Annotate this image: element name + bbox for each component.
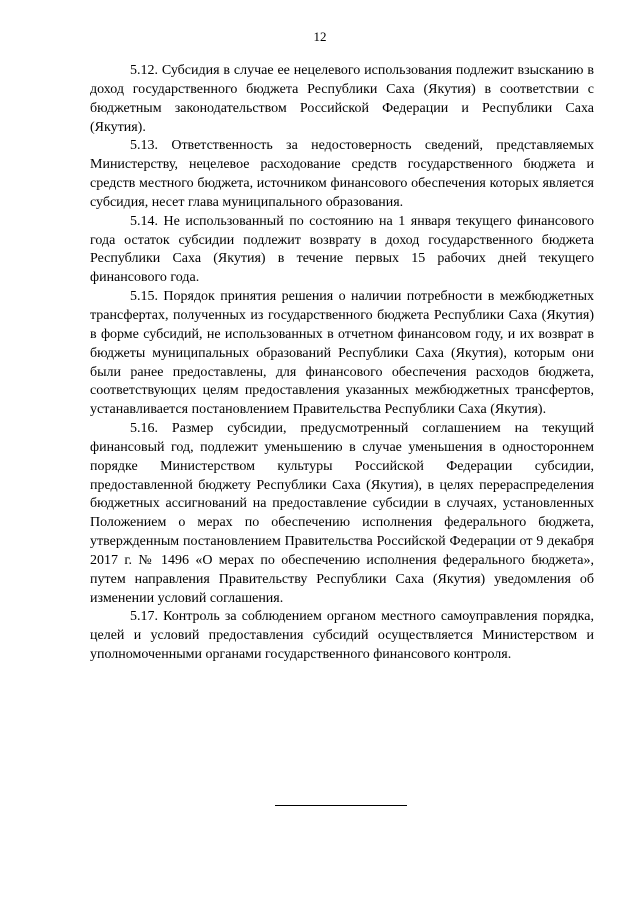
clause-number: 5.15. <box>130 289 158 305</box>
clause-number: 5.12. <box>130 63 158 78</box>
clause-number: 5.17. <box>130 609 158 625</box>
paragraph-5-13 <box>90 137 594 212</box>
paragraph-5-16 <box>90 420 594 608</box>
clause-number: 5.14. <box>130 213 158 229</box>
clause-number: 5.13. <box>130 138 158 154</box>
clause-number: 5.16. <box>130 421 158 437</box>
paragraph-5-15 <box>90 288 594 420</box>
clause-text: Размер субсидии, предусмотренный соглашением на текущий финансовый год, подлежит уменьшению в случае уменьшения в одностороннем порядке Министерством культуры Российской Федерации субсидии, предоставленной бюджету Республики Саха (Якутия), в целях перераспределения бюджетных ассигнований на предоставление субсидии в случаях, установленных Положением о мерах по обеспечению исполнения федерального бюджета, утвержденным постановлением Правительства Российской Федерации от 9 декабря 2017 г. № 1496 «О мерах по обеспечению исполнения федерального бюджета», путем направления Правительству Республики Саха (Якутия) уведомления об изменении условий соглашения. <box>90 421 594 606</box>
clause-text: Контроль за соблюдением органом местного самоуправления порядка, целей и условий предоставления субсидий осуществляется Министерством и уполномоченными органами государственного финансового контроля. <box>90 609 594 663</box>
paragraph-5-12 <box>90 62 594 137</box>
clause-text: Ответственность за недостоверность сведений, представляемых Министерству, нецелевое расходование средств государственного бюджета и средств местного бюджета, источником финансового обеспечения которых является субсидия, несет глава муниципального образования. <box>90 138 594 210</box>
clause-text: Не использованный по состоянию на 1 января текущего финансового года остаток субсидии подлежит возврату в доход государственного бюджета Республики Саха (Якутия) в течение первых 15 рабочих дней текущего финансового года. <box>90 213 594 286</box>
paragraph-5-17 <box>90 608 594 665</box>
clause-text: Порядок принятия решения о наличии потребности в межбюджетных трансфертах, полученных из государственного бюджета Республики Саха (Якутия) в форме субсидий, не использованных в отчетном финансовом году, и их возврат в бюджеты муниципальных образований Республики Саха (Якутия), которым они были ранее предоставлены, для финансового обеспечения расходов бюджета, соответствующих целям предоставления указанных межбюджетных трансфертов, устанавливается постановлением Правительства Республики Саха (Якутия). <box>90 289 594 418</box>
end-of-document-rule <box>275 805 407 806</box>
clause-text: Субсидия в случае ее нецелевого использования подлежит взысканию в доход государственного бюджета Республики Саха (Якутия) в соответствии с бюджетным законодательством Российской Федерации и Республики Саха (Якутия). <box>90 63 594 135</box>
paragraph-5-14 <box>90 213 594 288</box>
page-number: 12 <box>313 29 327 44</box>
document-body <box>90 62 594 665</box>
